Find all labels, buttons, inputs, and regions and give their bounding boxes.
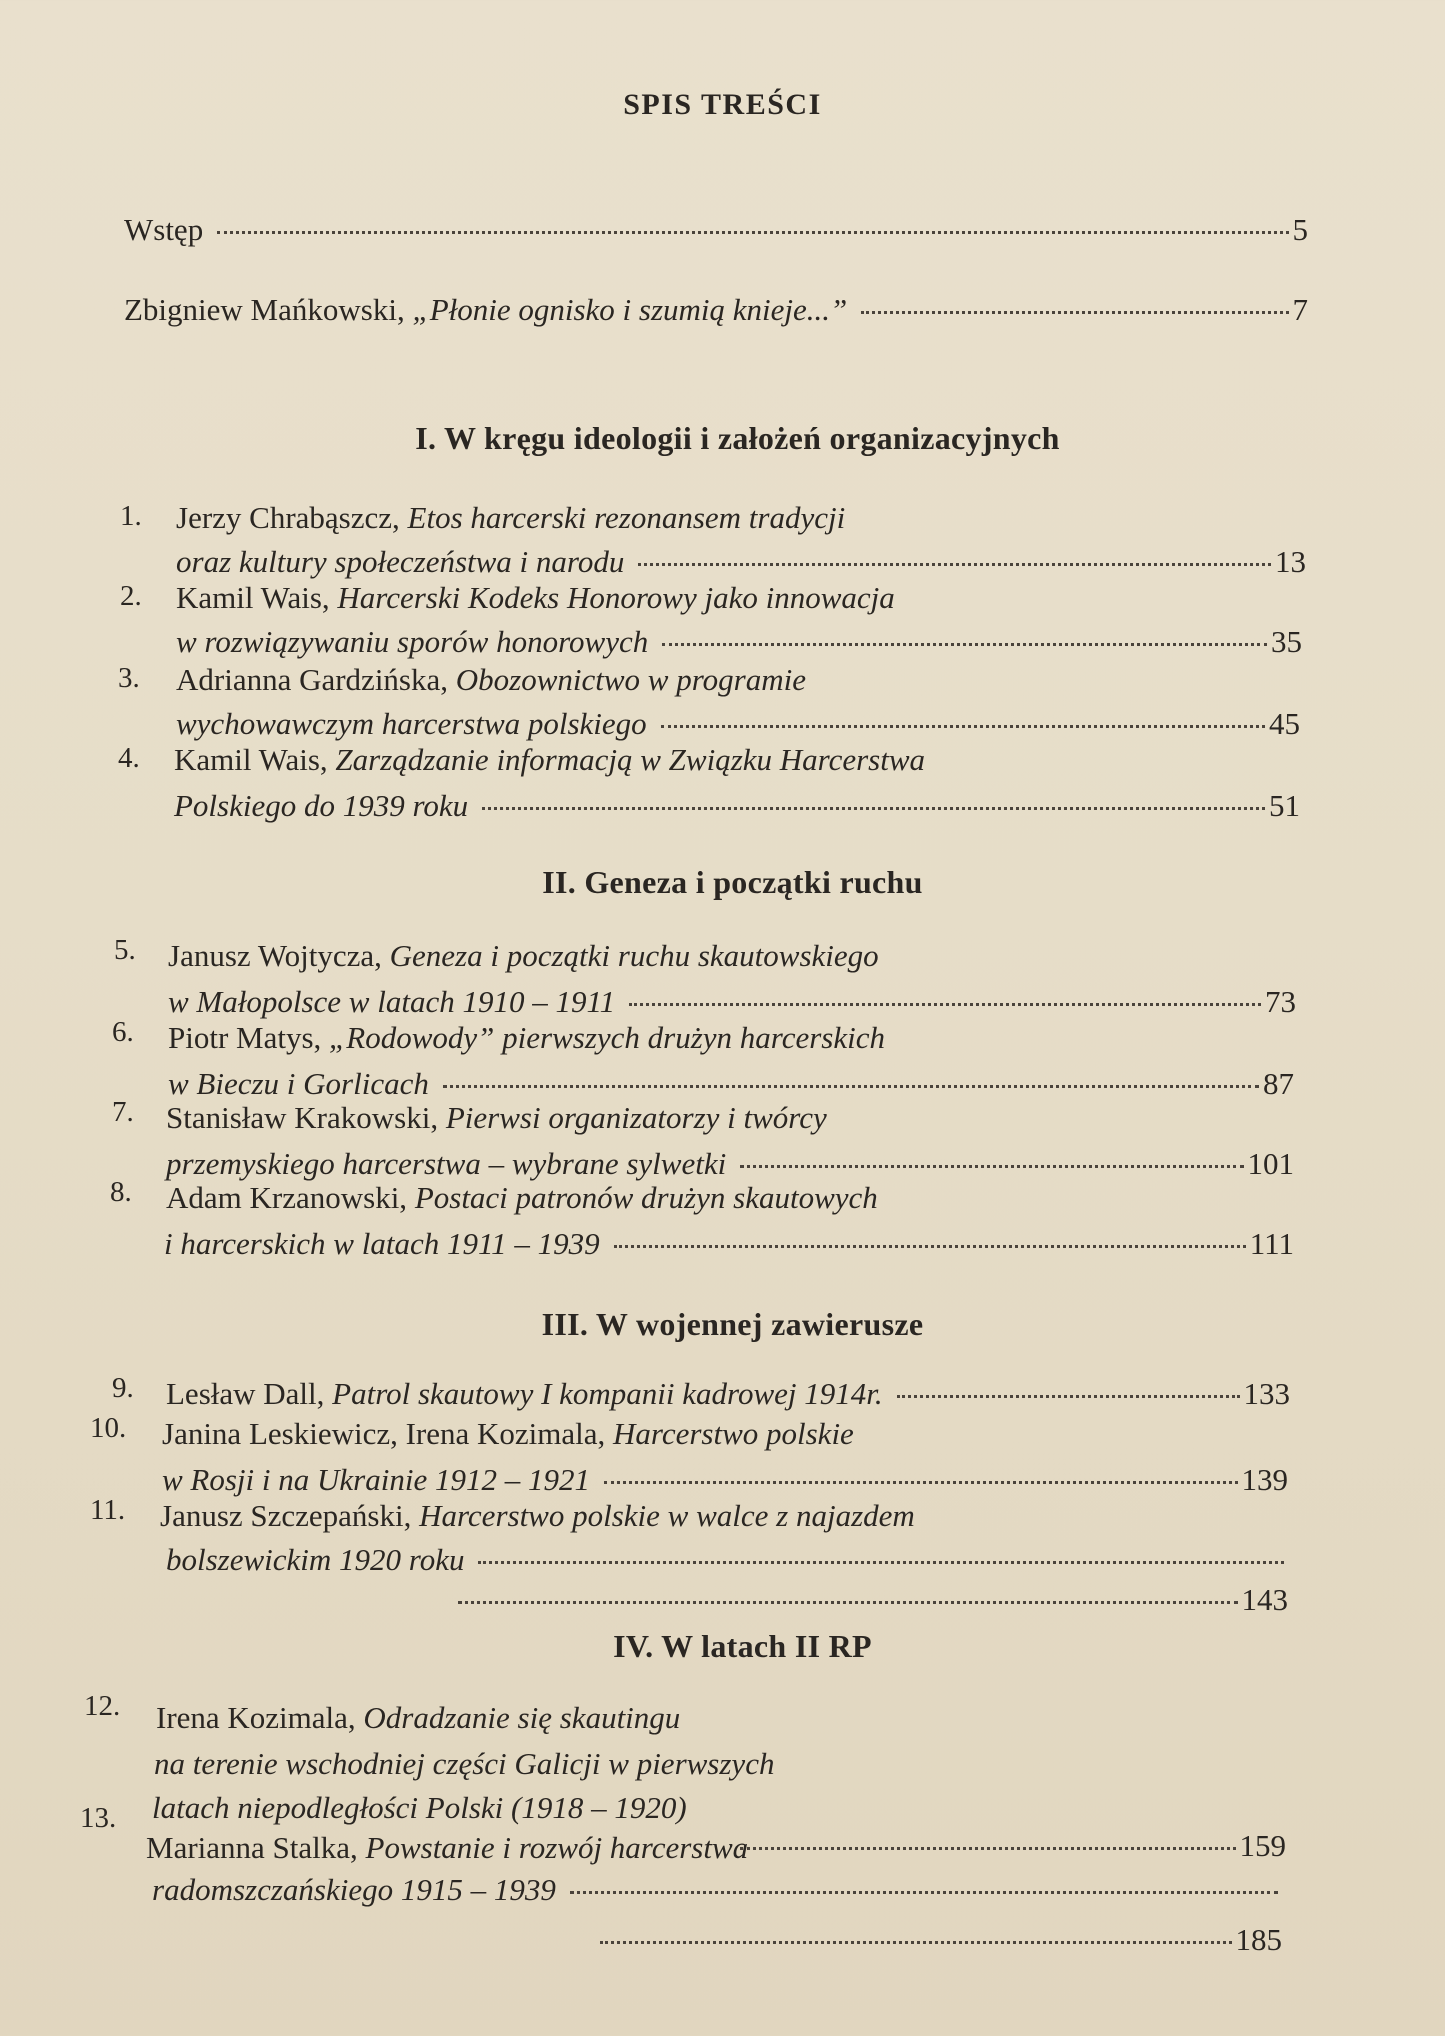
toc-entry-line [176, 580, 895, 616]
entry-title: w Bieczu i Gorlicach [168, 1066, 429, 1101]
entry-title: w Rosji i na Ukrainie 1912 – 1921 [162, 1462, 590, 1497]
page-number: 143 [1241, 1582, 1288, 1617]
entry-author: Lesław Dall, [166, 1376, 325, 1411]
leader-dots [614, 1243, 1246, 1248]
toc-entry-line [600, 1922, 1282, 1958]
leader-dots [217, 229, 1288, 234]
entry-author: Irena Kozimala, [156, 1700, 356, 1735]
entry-title: Etos harcerski rezonansem tradycji [407, 500, 846, 535]
leader-dots [600, 1939, 1232, 1944]
toc-entry-line [168, 984, 1296, 1020]
toc-entry-line [166, 1146, 1294, 1182]
page-number: 35 [1271, 624, 1302, 659]
entry-author: Stanisław Krakowski, [166, 1100, 439, 1135]
leader-dots [629, 1001, 1261, 1006]
toc-entry-line [174, 788, 1300, 824]
leader-dots [740, 1845, 1236, 1850]
page-number: 13 [1275, 544, 1306, 579]
section-heading: II. Geneza i początki ruchu [542, 864, 923, 900]
entry-title: Postaci patronów drużyn skautowych [414, 1180, 878, 1215]
entry-number: 12. [84, 1690, 121, 1722]
entry-title: Harcerstwo polskie w walce z najazdem [419, 1498, 915, 1533]
entry-title: oraz kultury społeczeństwa i narodu [176, 544, 625, 579]
entry-author: Janusz Szczepański, [160, 1498, 412, 1533]
toc-entry-line [162, 1416, 854, 1452]
entry-title: i harcerskich w latach 1911 – 1939 [164, 1226, 600, 1261]
page-number: 51 [1269, 788, 1300, 823]
page-number: 111 [1249, 1226, 1294, 1261]
entry-author: Kamil Wais, [174, 742, 328, 777]
leader-dots [604, 1479, 1238, 1484]
page-number: 7 [1292, 292, 1308, 327]
leader-dots [458, 1599, 1238, 1604]
entry-number: 1. [120, 500, 142, 532]
leader-dots [661, 723, 1265, 728]
entry-number: 8. [110, 1176, 132, 1208]
page-number: 159 [1239, 1828, 1286, 1863]
toc-entry-line [740, 1828, 1286, 1864]
toc-entry-line [162, 1462, 1288, 1498]
entry-title: w Małopolsce w latach 1910 – 1911 [168, 984, 616, 1019]
entry-title: Zarządzanie informacją w Związku Harcerstwa [335, 742, 926, 777]
entry-number: 7. [112, 1096, 134, 1128]
toc-entry-line [166, 1180, 878, 1216]
entry-title: na terenie wschodniej części Galicji w pierwszych [154, 1746, 775, 1781]
section-heading: IV. W latach II RP [613, 1628, 872, 1664]
entry-title: Odradzanie się skautingu [363, 1700, 681, 1735]
entry-title: Harcerski Kodeks Honorowy jako innowacja [337, 580, 895, 615]
entry-title: przemyskiego harcerstwa – wybrane sylwetki [166, 1146, 727, 1181]
entry-author: Marianna Stalka, [146, 1830, 358, 1865]
entry-author: Kamil Wais, [176, 580, 330, 615]
entry-title: w rozwiązywaniu sporów honorowych [176, 624, 649, 659]
entry-author: Zbigniew Mańkowski, [124, 292, 405, 327]
page-number: 185 [1235, 1922, 1282, 1957]
toc-entry-line [176, 706, 1300, 742]
toc-entry-line [166, 1376, 1290, 1412]
leader-dots [662, 641, 1267, 646]
toc-entry-prologue [124, 292, 1308, 328]
entry-title: „Rodowody” pierwszych drużyn harcerskich [329, 1020, 885, 1055]
leader-dots [740, 1163, 1243, 1168]
entry-number: 11. [90, 1494, 126, 1526]
page-number: 133 [1243, 1376, 1290, 1411]
entry-title: Obozownictwo w programie [455, 662, 806, 697]
page-number: 101 [1247, 1146, 1294, 1181]
toc-entry-line [176, 544, 1306, 580]
entry-author: Adam Krzanowski, [166, 1180, 408, 1215]
page-number: 5 [1292, 212, 1308, 247]
entry-author: Janina Leskiewicz, Irena Kozimala, [162, 1416, 606, 1451]
entry-title: bolszewickim 1920 roku [166, 1542, 465, 1577]
toc-entry-line [168, 938, 879, 974]
leader-dots [897, 1393, 1240, 1398]
entry-number: 3. [118, 662, 140, 694]
entry-title: wychowawczym harcerstwa polskiego [176, 706, 647, 741]
entry-number: 13. [80, 1802, 117, 1834]
section-heading: I. W kręgu ideologii i założeń organizacyjnych [415, 420, 1060, 456]
entry-title: Polskiego do 1939 roku [174, 788, 469, 823]
leader-dots [570, 1889, 1278, 1894]
toc-entry-line [168, 1066, 1294, 1102]
entry-number: 2. [120, 580, 142, 612]
leader-dots [861, 309, 1288, 314]
entry-title: Patrol skautowy I kompanii kadrowej 1914r. [332, 1376, 883, 1411]
section-heading: III. W wojennej zawierusze [541, 1306, 924, 1342]
toc-entry-line [176, 624, 1302, 660]
leader-dots [638, 561, 1271, 566]
toc-entry-intro [124, 212, 1308, 248]
entry-author: Piotr Matys, [168, 1020, 322, 1055]
toc-entry-line [160, 1498, 915, 1534]
toc-entry-line [154, 1746, 774, 1782]
entry-number: 6. [112, 1016, 134, 1048]
page-number: 139 [1241, 1462, 1288, 1497]
entry-title: Pierwsi organizatorzy i twórcy [445, 1100, 827, 1135]
toc-entry-line [146, 1830, 748, 1866]
entry-number: 5. [114, 934, 136, 966]
entry-number: 4. [118, 742, 140, 774]
entry-title: Geneza i początki ruchu skautowskiego [389, 938, 879, 973]
toc-entry-line [166, 1100, 827, 1136]
entry-title: latach niepodległości Polski (1918 – 1920) [152, 1790, 687, 1825]
entry-number: 9. [112, 1372, 134, 1404]
entry-author: Adrianna Gardzińska, [176, 662, 449, 697]
toc-entry-line [176, 662, 806, 698]
leader-dots [482, 805, 1265, 810]
toc-entry-line [166, 1582, 1288, 1618]
entry-number: 10. [90, 1412, 127, 1444]
leader-dots [443, 1083, 1259, 1088]
toc-entry-line [174, 742, 925, 778]
entry-title: radomszczańskiego 1915 – 1939 [152, 1872, 556, 1907]
entry-title: „Płonie ognisko i szumią knieje...” [412, 292, 848, 327]
page-number: 73 [1265, 984, 1296, 1019]
page-number: 45 [1269, 706, 1300, 741]
toc-entry-line [152, 1872, 1282, 1908]
toc-entry-line [156, 1700, 680, 1736]
entry-author: Janusz Wojtycza, [168, 938, 382, 973]
toc-entry-line [166, 1542, 1288, 1578]
entry-author: Jerzy Chrabąszcz, [176, 500, 400, 535]
entry-title: Powstanie i rozwój harcerstwa [365, 1830, 749, 1865]
toc-entry-line [164, 1226, 1294, 1262]
toc-entry-line [152, 1790, 687, 1826]
leader-dots [478, 1559, 1284, 1564]
entry-title: Harcerstwo polskie [613, 1416, 854, 1451]
page-title: SPIS TREŚCI [623, 88, 822, 121]
toc-entry-line [168, 1020, 885, 1056]
page-number: 87 [1263, 1066, 1294, 1101]
toc-entry-line [176, 500, 845, 536]
entry-title: Wstęp [124, 212, 204, 247]
